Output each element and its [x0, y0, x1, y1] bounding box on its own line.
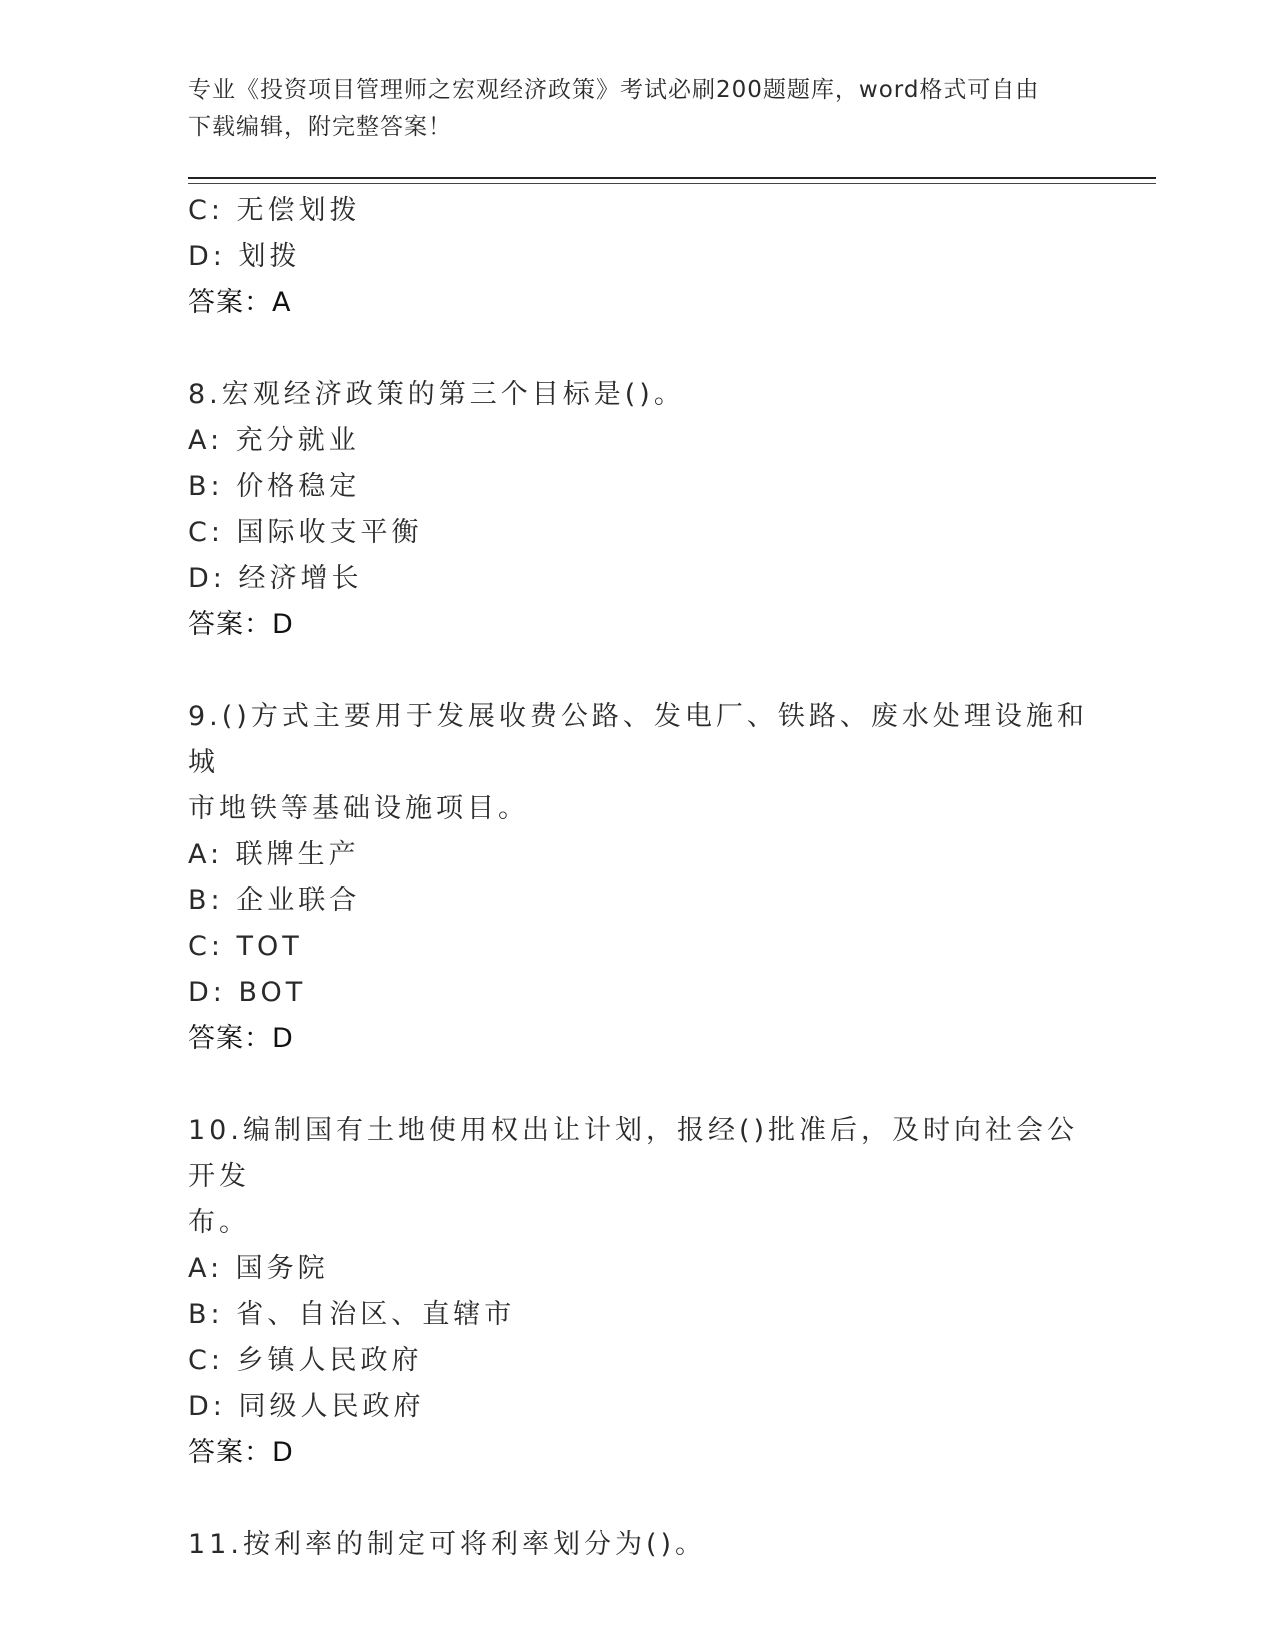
- question-text-line-1: 10.编制国有土地使用权出让计划，报经()批准后，及时向社会公开发: [188, 1115, 1079, 1192]
- option-a: A: 联牌生产: [188, 839, 360, 870]
- option-b: B: 企业联合: [188, 885, 361, 916]
- question-list: [188, 188, 1088, 1568]
- answer-line: 答案：D: [188, 1023, 294, 1054]
- header-title-line-1: 专业《投资项目管理师之宏观经济政策》考试必刷200题题库，word格式可自由: [188, 77, 1040, 103]
- previous-question-tail: [188, 188, 1088, 326]
- option-b: B: 省、自治区、直辖市: [188, 1299, 516, 1330]
- option-c: C: 无偿划拨: [188, 195, 361, 226]
- option-a: A: 国务院: [188, 1253, 329, 1284]
- option-c: C: 乡镇人民政府: [188, 1345, 423, 1376]
- question-10: [188, 1108, 1088, 1476]
- question-8: [188, 372, 1088, 648]
- option-c: C: TOT: [188, 931, 303, 962]
- header-title-line-2: 下载编辑，附完整答案！: [188, 114, 452, 140]
- option-a: A: 充分就业: [188, 425, 360, 456]
- question-text: 8.宏观经济政策的第三个目标是()。: [188, 379, 685, 410]
- answer-line: 答案：D: [188, 1437, 294, 1468]
- question-text-line-1: 9.()方式主要用于发展收费公路、发电厂、铁路、废水处理设施和城: [188, 701, 1088, 778]
- question-text-line-2: 市地铁等基础设施项目。: [188, 793, 529, 824]
- header-rule-thin: [188, 183, 1156, 184]
- option-b: B: 价格稳定: [188, 471, 361, 502]
- answer-line: 答案：A: [188, 287, 292, 318]
- option-d: D: 同级人民政府: [188, 1391, 425, 1422]
- option-c: C: 国际收支平衡: [188, 517, 423, 548]
- question-text-line-2: 布。: [188, 1207, 250, 1238]
- question-9: [188, 694, 1088, 1062]
- option-d: D: BOT: [188, 977, 307, 1008]
- header-rule-thick: [188, 177, 1156, 179]
- document-header: [188, 72, 1088, 146]
- question-text: 11.按利率的制定可将利率划分为()。: [188, 1529, 707, 1560]
- option-d: D: 经济增长: [188, 563, 363, 594]
- question-11: [188, 1522, 1088, 1568]
- option-d: D: 划拨: [188, 241, 301, 272]
- answer-line: 答案：D: [188, 609, 294, 640]
